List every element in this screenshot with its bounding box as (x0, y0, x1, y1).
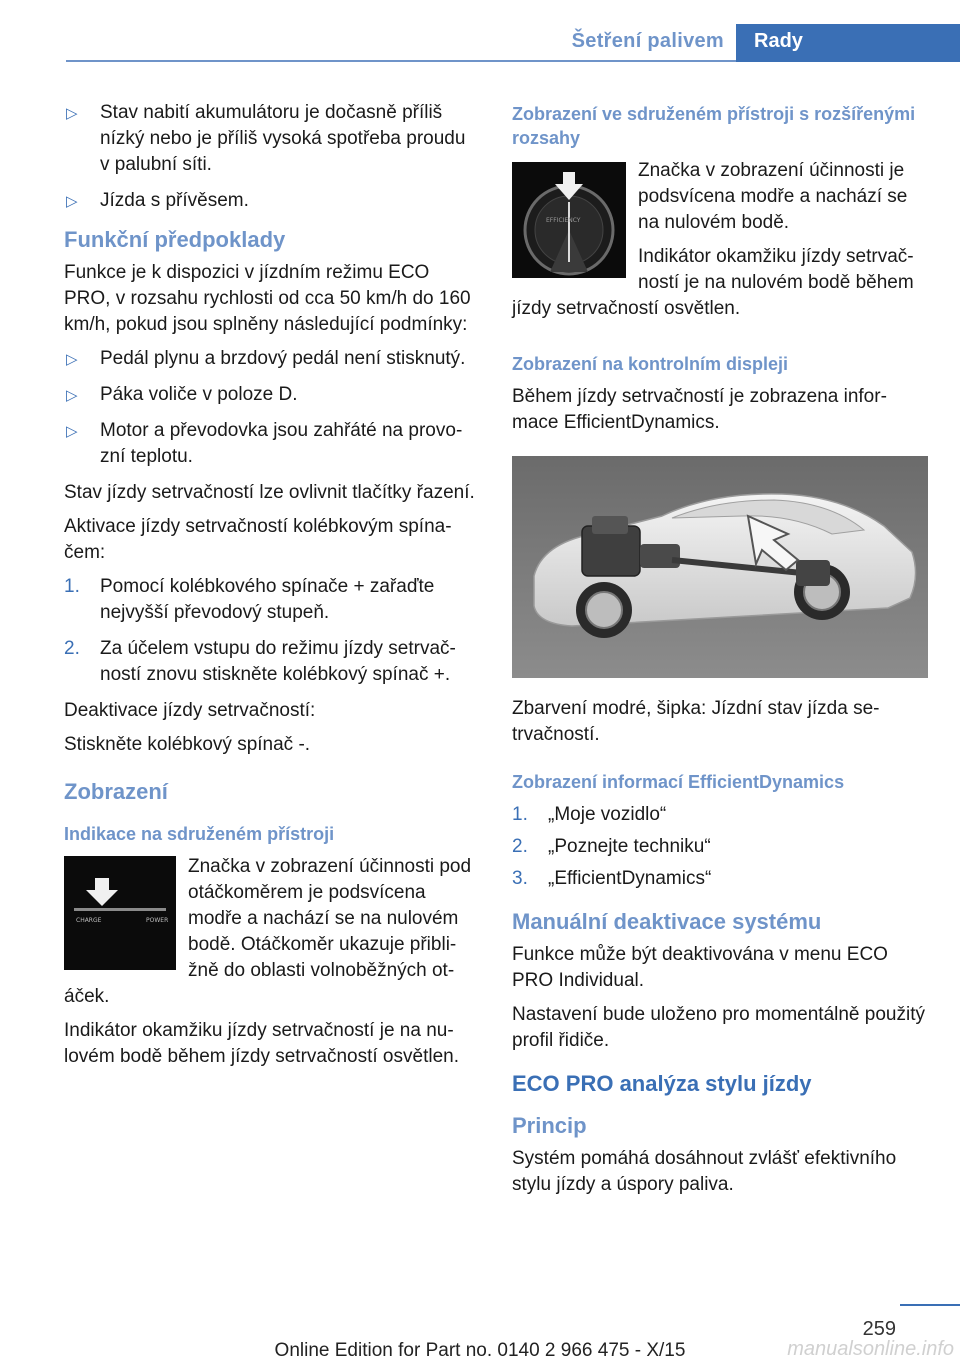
list-item: ▷ Pedál plynu a brzdový pedál není stisknutý. (64, 346, 478, 372)
triangle-bullet-icon: ▷ (66, 351, 78, 368)
list-item: ▷ Jízda s přívěsem. (64, 188, 478, 214)
list-item: 1. „Moje vozidlo“ (512, 804, 667, 825)
heading-eco-pro-analysis: ECO PRO analýza stylu jízdy (512, 1071, 812, 1096)
subheading-extended: Zobrazení ve sdruženém přístroji s rozšířenými rozsahy (512, 104, 916, 148)
activation-text: Aktivace jízdy setrvačností kolébkovým spínačem: (64, 516, 452, 563)
control-text: Během jízdy setrvačností je zobrazena informace EfficientDynamics. (512, 386, 887, 433)
gauge-label: EFFICIENCY (546, 217, 581, 224)
extended-block (512, 158, 926, 330)
watermark: manualsonline.info (787, 1338, 954, 1360)
heading-display: Zobrazení (64, 779, 168, 804)
list-item: 2. „Poznejte techniku“ (512, 836, 711, 857)
efficiency-gauge-image (512, 162, 626, 278)
heading-conditions: Funkční předpoklady (64, 227, 286, 252)
manual-text-1: Funkce může být deaktivována v menu ECO PRO Individual. (512, 944, 888, 991)
cluster-indicator-text: Indikátor okamžiku jízdy setrvačností je na nulovém bodě během jízdy setrvačností osvětlen. (64, 1020, 459, 1067)
activation-steps (64, 574, 478, 688)
triangle-bullet-icon: ▷ (66, 105, 78, 122)
footer-rule (900, 1304, 960, 1306)
deactivation-text: Deaktivace jízdy setrvačností: (64, 700, 316, 721)
left-column (64, 100, 478, 1078)
charge-label: CHARGE (76, 917, 102, 924)
header-chapter-tab: Rady (736, 24, 960, 62)
header-section-title: Šetření palivem (571, 30, 724, 52)
list-item: 3. „EfficientDynamics“ (512, 868, 712, 889)
bullet-list-conditions-off (64, 100, 478, 214)
list-item: 1. Pomocí kolébkového spínače + zařaďte nejvyšší převodový stupeň. (64, 576, 435, 623)
manual-text-2: Nastavení bude uloženo pro momentálně použitý profil řidiče. (512, 1004, 925, 1051)
influence-text: Stav jízdy setrvačností lze ovlivnit tlačítky řazení. (64, 482, 475, 503)
extended-indicator-text: Indikátor okamžiku jízdy setrvačností je na nulovém bodě během jízdy setrvačností osvětlen. (512, 246, 914, 319)
efficiency-indicator-image (64, 856, 176, 970)
subheading-control-display: Zobrazení na kontrolním displeji (512, 354, 789, 374)
edition-footer: Online Edition for Part no. 0140 2 966 475 - X/15 (274, 1340, 686, 1361)
cluster-block (64, 854, 478, 1018)
car-caption: Zbarvení modré, šipka: Jízdní stav jízda setrvačností. (512, 698, 880, 745)
triangle-bullet-icon: ▷ (66, 423, 78, 440)
list-item: 2. Za účelem vstupu do režimu jízdy setrvačností znovu stiskněte kolébkový spínač +. (64, 638, 456, 685)
extended-text: Značka v zobrazení účinnosti je podsvícena modře a nachází se na nulovém bodě. (638, 160, 908, 233)
bullet-list-conditions (64, 346, 478, 470)
triangle-bullet-icon: ▷ (66, 193, 78, 210)
subheading-cluster: Indikace na sdruženém přístroji (64, 824, 335, 844)
list-item: ▷ Páka voliče v poloze D. (64, 382, 478, 408)
info-steps (512, 802, 926, 892)
triangle-bullet-icon: ▷ (66, 387, 78, 404)
car-drivetrain-image (512, 456, 928, 678)
page-number: 259 (862, 1318, 896, 1340)
list-item: ▷ Stav nabití akumulátoru je dočasně příliš nízký nebo je příliš vysoká spotřeba proudu v palubní síti. (66, 102, 466, 175)
heading-principle: Princip (512, 1113, 587, 1138)
conditions-text: Funkce je k dispozici v jízdním režimu ECO PRO, v rozsahu rychlosti od cca 50 km/h do 160 km/h, pokud jsou splněny následující podmínky: (64, 262, 471, 335)
list-item: ▷ Motor a převodovka jsou zahřáté na provozní teplotu. (66, 420, 463, 467)
principle-text: Systém pomáhá dosáhnout zvlášť efektivního stylu jízdy a úspory paliva. (512, 1148, 897, 1195)
press-text: Stiskněte kolébkový spínač -. (64, 734, 311, 755)
cluster-text: Značka v zobrazení účinnosti pod otáčkoměrem je podsvícena modře a nachází se na nulovém bodě. Otáčkoměr ukazuje přibližně do oblasti volnoběžných otáček. (64, 856, 472, 1007)
right-column (512, 100, 926, 1206)
subheading-info: Zobrazení informací EfficientDynamics (512, 772, 845, 792)
heading-manual-deactivation: Manuální deaktivace systému (512, 909, 822, 934)
power-label: POWER (146, 917, 169, 924)
